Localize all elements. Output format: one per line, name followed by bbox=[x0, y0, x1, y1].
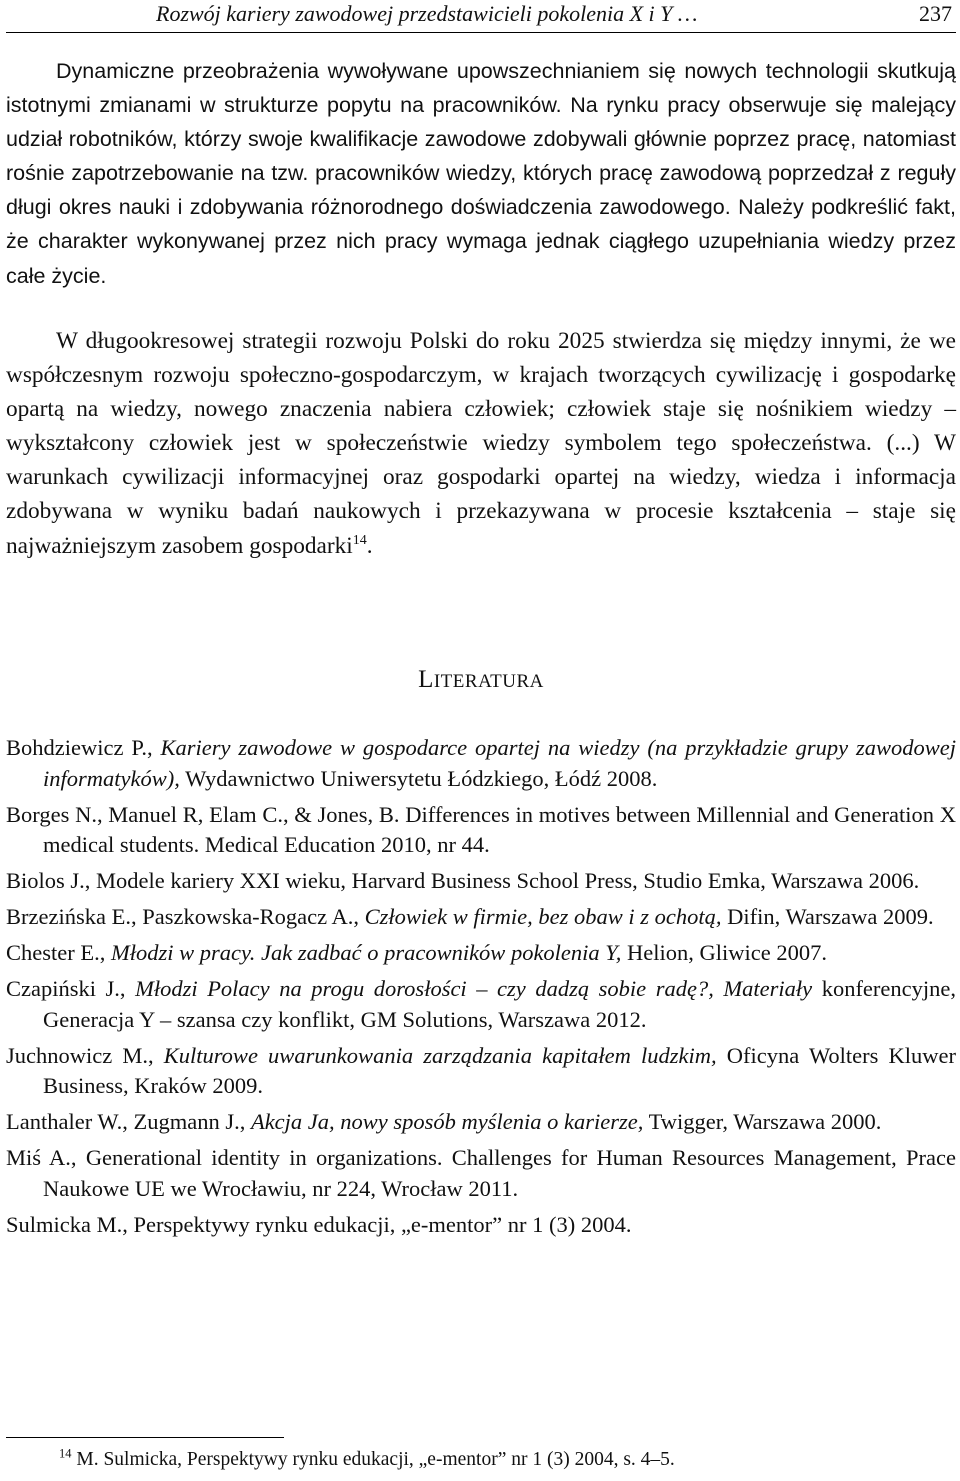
reference-author: Juchnowicz M., bbox=[6, 1042, 154, 1068]
reference-details: Difin, Warszawa 2009. bbox=[727, 904, 934, 929]
paragraph-text bbox=[6, 324, 956, 563]
reference-author: Sulmicka M., bbox=[6, 1211, 128, 1237]
reference-details: Twigger, Warszawa 2000. bbox=[648, 1109, 882, 1134]
reference-author: Chester E., bbox=[6, 940, 106, 965]
reference-details: konferencyjne, Generacja Y – szansa czy konflikt, GM Solutions, Warszawa 2012. bbox=[43, 976, 956, 1032]
reference-author: Lanthaler W., Zugmann J., bbox=[6, 1109, 246, 1134]
reference-item bbox=[6, 800, 956, 861]
footnote bbox=[59, 1447, 675, 1473]
reference-author: Brzezińska E., Paszkowska-Rogacz A., bbox=[6, 904, 360, 929]
reference-details: Oficyna Wolters Kluwer Business, Kraków 2009. bbox=[43, 1042, 956, 1098]
page-number: 237 bbox=[919, 1, 952, 26]
reference-item bbox=[6, 1143, 956, 1204]
reference-details: Differences in motives between Millennial and Generation X medical students. Medical Education 2010, nr 44. bbox=[43, 801, 956, 857]
footnote-separator bbox=[6, 1437, 284, 1438]
reference-title: Akcja Ja, nowy sposób myślenia o karierze, bbox=[250, 1109, 644, 1134]
reference-title: Kariery zawodowe w gospodarce opartej na wiedzy (na przykładzie grupy zawodowej informatyków), bbox=[43, 735, 956, 791]
reference-title: Młodzi Polacy na progu dorosłości – czy dadzą sobie radę?, Materiały bbox=[135, 976, 813, 1001]
running-header-title: Rozwój kariery zawodowej przedstawicieli pokolenia X i Y … bbox=[156, 1, 698, 26]
footnote-number: 14 bbox=[59, 1446, 72, 1461]
reference-details: Modele kariery XXI wieku, Harvard Business School Press, Studio Emka, Warszawa 2006. bbox=[96, 868, 920, 893]
reference-title: Młodzi w pracy. Jak zadbać o pracowników pokolenia Y, bbox=[110, 940, 622, 965]
footnote-reference[interactable]: 14 bbox=[352, 532, 367, 548]
reference-item bbox=[6, 866, 956, 897]
document-page bbox=[6, 0, 956, 1481]
reference-author: Borges N., Manuel R, Elam C., & Jones, B. bbox=[6, 801, 400, 827]
reference-list bbox=[6, 733, 956, 1246]
reference-item bbox=[6, 733, 956, 794]
heading-rest: ITERATURA bbox=[433, 671, 544, 692]
paragraph-2-end: . bbox=[366, 532, 373, 559]
reference-details: Perspektywy rynku edukacji, „e-mentor” nr 1 (3) 2004. bbox=[133, 1211, 632, 1237]
reference-author: Miś A., bbox=[6, 1145, 77, 1170]
reference-title: Człowiek w firmie, bez obaw i z ochotą, bbox=[364, 904, 722, 929]
reference-details: Wydawnictwo Uniwersytetu Łódzkiego, Łódź 2008. bbox=[185, 765, 658, 791]
reference-title: Kulturowe uwarunkowania zarządzania kapitałem ludzkim, bbox=[163, 1042, 717, 1068]
running-header bbox=[6, 0, 956, 33]
reference-item bbox=[6, 1107, 956, 1138]
reference-item bbox=[6, 1210, 956, 1241]
body-paragraph-1 bbox=[6, 54, 956, 293]
reference-details: Generational identity in organizations. Challenges for Human Resources Management, Prace Naukowe UE we Wrocławiu, nr 224, Wrocław 2011. bbox=[43, 1145, 956, 1201]
body-paragraph-2 bbox=[6, 324, 956, 563]
reference-item bbox=[6, 938, 956, 969]
reference-author: Biolos J., bbox=[6, 868, 91, 893]
paragraph-2-text: W długookresowej strategii rozwoju Polski do roku 2025 stwierdza się między innymi, że we współczesnym rozwoju społeczno-gospodarczym, w krajach tworzących cywilizację i gospodarkę opartą na wiedzy, nowego znaczenia nabiera człowiek; człowiek staje się nośnikiem wiedzy – wykształcony człowiek jest w społeczeństwie wiedzy symbolem tego społeczeństwa. (...) W warunkach cywilizacji informacyjnej oraz gospodarki opartej na wiedzy, wiedza i informacja zdobywana w wyniku badań naukowych i przekazywana w procesie kształcenia – staje się najważniejszym zasobem gospodarki bbox=[6, 328, 956, 559]
heading-initial: L bbox=[418, 666, 434, 693]
reference-item bbox=[6, 974, 956, 1035]
reference-item bbox=[6, 902, 956, 933]
reference-author: Czapiński J., bbox=[6, 976, 126, 1001]
section-heading-literatura bbox=[6, 666, 956, 694]
reference-details: Helion, Gliwice 2007. bbox=[627, 940, 827, 965]
paragraph-text: Dynamiczne przeobrażenia wywoływane upowszechnianiem się nowych technologii skutkują istotnymi zmianami w strukturze popytu na pracowników. Na rynku pracy obserwuje się malejący udział robotników, którzy swoje kwalifikacje zawodowe zdobywali głównie poprzez pracę, natomiast rośnie zapotrzebowanie na tzw. pracowników wiedzy, których pracę zawodową poprzedzał z reguły długi okres nauki i zdobywania różnorodnego doświadczenia zawodowego. Należy podkreślić fakt, że charakter wykonywanej przez nich pracy wymaga jednak ciągłego uzupełniania wiedzy przez całe życie. bbox=[6, 59, 956, 288]
reference-item bbox=[6, 1041, 956, 1102]
reference-author: Bohdziewicz P., bbox=[6, 735, 153, 760]
footnote-text: M. Sulmicka, Perspektywy rynku edukacji, „e-mentor” nr 1 (3) 2004, s. 4–5. bbox=[76, 1449, 675, 1470]
